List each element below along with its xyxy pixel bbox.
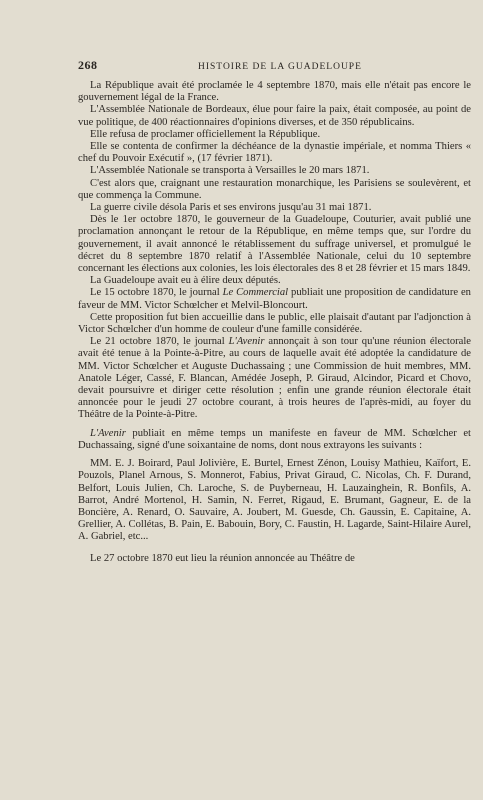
journal-title: L'Avenir xyxy=(90,427,126,439)
paragraph xyxy=(78,428,471,452)
journal-title: L'Avenir xyxy=(228,336,265,348)
text-run: Le 15 octobre 1870, le journal xyxy=(90,287,223,299)
paragraph xyxy=(78,336,471,421)
paragraph: La Guadeloupe avait eu à élire deux députés. xyxy=(90,275,281,287)
paragraph: Le 27 octobre 1870 eut lieu la réunion annoncée au Théâtre de xyxy=(90,552,355,564)
page-header xyxy=(78,58,471,80)
paragraph: L'Assemblée Nationale se transporta à Versailles le 20 mars 1871. xyxy=(90,165,370,177)
paragraph: Elle refusa de proclamer officiellement la République. xyxy=(90,128,321,140)
paragraph: C'est alors que, craignant une restauration monarchique, les Parisiens se soulevèrent, et que commença la Commune. xyxy=(78,177,471,201)
text-run: annonçait à son tour qu'une réunion électorale avait été tenue à la Pointe-à-Pitre, au cours de laquelle avait été adoptée la candidature de MM. Victor Schœlcher et Auguste Duchassaing ; une Commission de huit membres, MM. Anatole Léger, Cassé, F. Blancan, Amédée Joseph, P. Giraud, Alcindor, Picard et Chovo, devait poursuivre et diriger cette résolution ; enfin une grande réunion électorale était annoncée pour le jeudi 27 octobre courant, à trois heures de l'après-midi, au foyer du Théâtre de la Pointe-à-Pitre. xyxy=(78,336,471,421)
body-text xyxy=(78,80,471,565)
page-number: 268 xyxy=(78,58,98,72)
running-title: HISTOIRE DE LA GUADELOUPE xyxy=(198,62,362,72)
paragraph: Cette proposition fut bien accueillie dans le public, elle plaisait d'autant par l'adjonction à Victor Schœlcher d'un homme de couleur d'une famille considérée. xyxy=(78,311,471,336)
paragraph: Elle se contenta de confirmer la déchéance de la dynastie impériale, et nomma Thiers « chef du Pouvoir Exécutif », (17 février 1871). xyxy=(78,141,471,165)
name-list: MM. E. J. Boirard, Paul Jolivière, E. Burtel, Ernest Zénon, Louisy Mathieu, Kaïfort, E. Pouzols, Planel Arnous, S. Monnerot, Fabius, Privat Giraud, C. Nicolas, Ch. F. Durand, Belfort, Louis Julien, Ch. Laroche, S. de Puyberneau, H. Lauzainghein, R. Bonfils, A. Barrot, André Mortenol, H. Samin, N. Ferret, Rigaud, E. Brumant, Gagneur, E. de la Boncière, A. Renard, O. Sauvaire, A. Joubert, M. Guesde, Ch. Gaussin, E. Capitaine, A. Grellier, A. Collétas, B. Pain, E. Babouin, Bory, C. Faustin, H. Lagarde, Saint-Hilaire Aurel, A. Gabriel, etc... xyxy=(78,458,471,543)
text-run: publiait en même temps un manifeste en faveur de MM. Schœlcher et Duchassaing, signé d'une soixantaine de noms, dont nous extrayons les suivants : xyxy=(78,427,471,451)
paragraph: La République avait été proclamée le 4 septembre 1870, mais elle n'était pas encore le gouvernement légal de la France. xyxy=(78,80,471,104)
paragraph: L'Assemblée Nationale de Bordeaux, élue pour faire la paix, était composée, au point de vue politique, de 400 réactionnaires d'opinions diverses, et de 350 républicains. xyxy=(78,104,471,128)
text-run: Le 21 octobre 1870, le journal xyxy=(90,336,229,348)
paragraph: La guerre civile désola Paris et ses environs jusqu'au 31 mai 1871. xyxy=(90,202,372,214)
journal-title: Le Commercial xyxy=(222,287,289,299)
text-run: publiait une proposition de candidature en faveur de MM. Victor Schœlcher et Melvil-Bloncourt. xyxy=(78,287,471,311)
paragraph: Dès le 1er octobre 1870, le gouverneur de la Guadeloupe, Couturier, avait publié une proclamation annonçant le retour de la République, en même temps que, sur l'ordre du gouvernement, il avait annoncé le rétablissement du suffrage universel, et promulgué le décret du 8 septembre 1870 relatif à l'Assemblée Nationale, celui du 10 septembre concernant les élections aux colonies, les lois électorales des 8 et 28 février et 15 mars 1849. xyxy=(78,214,471,275)
paragraph xyxy=(78,287,471,311)
